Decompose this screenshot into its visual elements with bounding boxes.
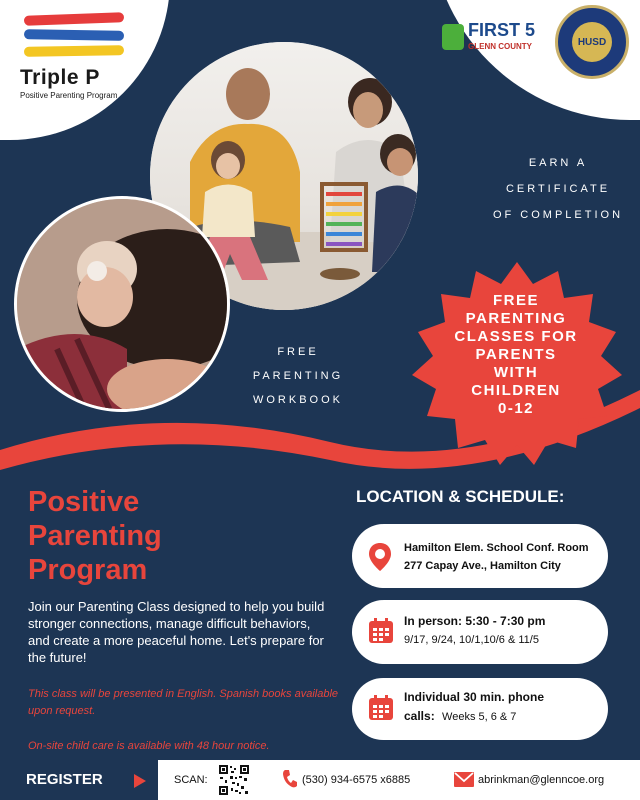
triple-p-title: Triple P	[20, 66, 100, 89]
arrow-right-icon	[134, 774, 146, 788]
phone-calls-weeks: Weeks 5, 6 & 7	[442, 711, 517, 723]
first5-logo	[438, 18, 548, 58]
badge-line: FREE	[492, 292, 539, 309]
first5-title: FIRST 5	[468, 20, 536, 40]
certificate-line: CERTIFICATE	[505, 183, 611, 195]
calendar-icon	[368, 695, 394, 721]
phone-calls-label: calls:	[404, 709, 435, 723]
workbook-line: WORKBOOK	[252, 394, 343, 406]
phone-calls-card	[352, 678, 608, 740]
childcare-note: On-site child care is available with 48 hour notice.	[28, 740, 270, 752]
footer-bar	[0, 760, 640, 800]
husd-seal-logo	[555, 5, 629, 79]
schedule-heading: LOCATION & SCHEDULE:	[356, 487, 565, 506]
title-line: Parenting	[28, 520, 162, 552]
badge-line: 0-12	[497, 400, 535, 417]
title-line: Program	[28, 554, 148, 586]
mail-icon	[454, 772, 474, 787]
free-classes-badge-text	[430, 292, 602, 418]
certificate-line: OF COMPLETION	[492, 209, 624, 221]
badge-line: PARENTS	[475, 346, 557, 363]
calendar-icon	[368, 618, 394, 644]
email-link[interactable]: abrinkman@glenncoe.org	[478, 774, 605, 786]
qr-code-icon[interactable]	[218, 764, 250, 796]
phone-number[interactable]: (530) 934-6575 x6885	[302, 774, 411, 786]
badge-line: WITH	[493, 364, 539, 381]
program-title	[28, 485, 328, 587]
phone-calls-detail	[404, 709, 516, 723]
triple-p-subtitle: Positive Parenting Program	[20, 91, 118, 100]
certificate-highlight	[488, 150, 628, 228]
workbook-line: FREE	[277, 346, 319, 358]
register-button[interactable]	[0, 760, 158, 800]
in-person-time: In person: 5:30 - 7:30 pm	[404, 614, 546, 628]
location-card	[352, 524, 608, 588]
phone-icon	[282, 769, 298, 789]
scan-label: SCAN:	[174, 774, 208, 786]
workbook-line: PARENTING	[252, 370, 344, 382]
badge-line: PARENTING	[465, 310, 567, 327]
phone-calls-title: Individual 30 min. phone	[404, 690, 545, 704]
location-address: 277 Capay Ave., Hamilton City	[404, 560, 561, 572]
language-note: This class will be presented in English. Spanish books available upon request.	[28, 688, 339, 717]
triple-p-stripes	[20, 12, 130, 60]
program-intro: Join our Parenting Class designed to help you build stronger connections, manage difficult behaviors, and create a more peaceful home. Let's prepare for the future!	[28, 599, 325, 665]
in-person-dates: 9/17, 9/24, 10/1,10/6 & 11/5	[404, 634, 539, 646]
husd-label: HUSD	[577, 36, 607, 48]
register-label: REGISTER	[26, 771, 103, 788]
location-pin-icon	[368, 542, 392, 572]
certificate-line: EARN A	[528, 157, 588, 169]
badge-line: CLASSES FOR	[454, 328, 578, 345]
location-name: Hamilton Elem. School Conf. Room	[404, 542, 589, 554]
in-person-card	[352, 600, 608, 664]
first5-subtitle: GLENN COUNTY	[468, 42, 532, 51]
hand-icon	[442, 24, 464, 50]
badge-line: CHILDREN	[471, 382, 561, 399]
title-line: Positive	[28, 486, 140, 518]
triple-p-logo	[20, 12, 130, 100]
